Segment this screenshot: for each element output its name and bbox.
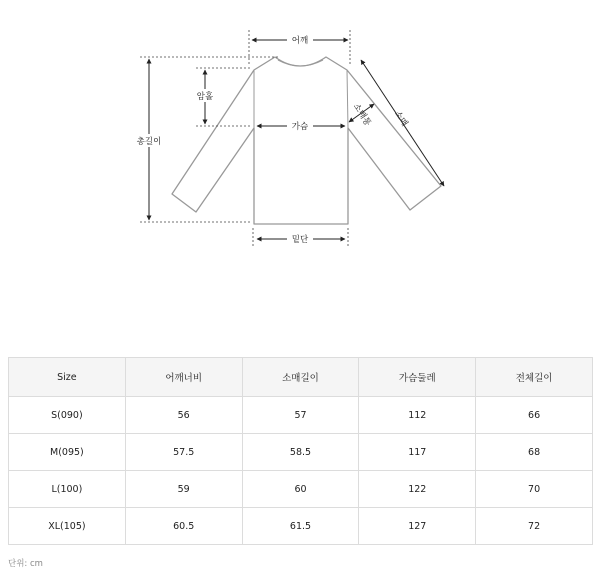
table-cell: 70 — [476, 471, 593, 508]
tshirt-outline-icon — [172, 57, 441, 224]
column-header: 소매길이 — [242, 358, 359, 397]
table-cell: 66 — [476, 397, 593, 434]
label-sleeve-opening: 소매통 — [350, 101, 373, 128]
table-cell: 56 — [125, 397, 242, 434]
table-cell: XL(105) — [9, 508, 126, 545]
size-table — [8, 357, 593, 545]
table-cell: 58.5 — [242, 434, 359, 471]
table-cell: 57.5 — [125, 434, 242, 471]
table-cell: 59 — [125, 471, 242, 508]
label-sleeve: 소매 — [392, 109, 410, 129]
table-cell: 122 — [359, 471, 476, 508]
label-armhole: 암홀 — [196, 92, 214, 102]
column-header: Size — [9, 358, 126, 397]
table-cell: 57 — [242, 397, 359, 434]
table-header-row — [9, 358, 593, 397]
table-cell: 61.5 — [242, 508, 359, 545]
table-cell: M(095) — [9, 434, 126, 471]
size-guide-diagram — [0, 0, 600, 260]
table-row — [9, 471, 593, 508]
label-shoulder: 어깨 — [291, 36, 309, 46]
column-header: 가슴둘레 — [359, 358, 476, 397]
table-row — [9, 508, 593, 545]
table-cell: 112 — [359, 397, 476, 434]
table-row — [9, 434, 593, 471]
label-hem: 밑단 — [291, 235, 309, 245]
table-cell: 68 — [476, 434, 593, 471]
table-cell: S(090) — [9, 397, 126, 434]
table-row — [9, 397, 593, 434]
label-total-length: 총길이 — [136, 137, 162, 147]
table-cell: 60 — [242, 471, 359, 508]
table-cell: 117 — [359, 434, 476, 471]
table-cell: 60.5 — [125, 508, 242, 545]
table-cell: 72 — [476, 508, 593, 545]
column-header: 어깨너비 — [125, 358, 242, 397]
table-cell: 127 — [359, 508, 476, 545]
column-header: 전체길이 — [476, 358, 593, 397]
label-chest: 가슴 — [291, 122, 309, 132]
table-cell: L(100) — [9, 471, 126, 508]
unit-note: 단위: cm — [8, 559, 43, 569]
